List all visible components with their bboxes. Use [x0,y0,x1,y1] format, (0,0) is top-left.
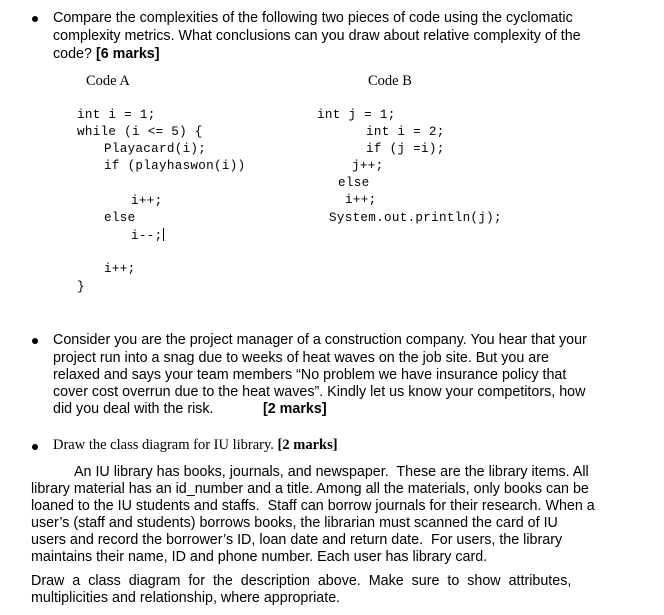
bullet-q2 [32,338,38,344]
code-b-line: if (j =i); [366,142,445,156]
q1-marks: [6 marks] [95,46,160,62]
q2-line-1: Consider you are the project manager of a construction company. You hear that your [53,332,587,348]
q2-line-3: relaxed and says your team members “No problem we have insurance policy that [53,367,567,383]
q3-para2-line: multiplicities and relationship, where appropriate. [31,590,341,606]
code-a-line: if (playhaswon(i)) [104,159,246,173]
q3-marks: [2 marks] [277,437,338,453]
code-a-line: i++; [104,262,136,276]
code-a-line: int i = 1; [77,108,156,122]
q1-line-3-text: code? [53,46,96,62]
q3-para1-line: user’s (staff and students) borrows books, the librarian must scanned the card of IU [31,515,558,531]
code-a-line [131,228,164,243]
q3-para1-line: users and record the borrower’s ID, loan date and return date. For users, the library [31,532,563,548]
code-b-line: j++; [352,159,384,173]
code-a-line: Playacard(i); [104,142,207,156]
q3-para1-line: loaned to the IU students and staffs. Staff can borrow journals for their research. When a [31,498,595,514]
code-b-line: int i = 2; [366,125,445,139]
q1-line-2: complexity metrics. What conclusions can you draw about relative complexity of the [53,28,581,44]
code-b-title: Code B [368,73,412,89]
q2-line-5: did you deal with the risk. [53,401,214,417]
text-cursor [163,228,164,241]
code-b-line: else [338,176,370,190]
code-a-line-text: i--; [131,229,163,243]
code-a-line: } [77,280,85,294]
q2-line-4: cover cost overrun due to the heat waves”. Kindly let us know your competitors, how [53,384,586,400]
code-b-line: System.out.println(j); [329,211,502,225]
code-b-line: i++; [345,193,377,207]
q3-para1-line: An IU library has books, journals, and newspaper. These are the library items. All [74,464,589,480]
code-b-line: int j = 1; [317,108,396,122]
code-a-line: while (i <= 5) { [77,125,203,139]
code-a-line: else [104,211,136,225]
code-a-title: Code A [86,73,130,89]
q3-para1-line: maintains their name, ID and phone number. Each user has library card. [31,549,488,565]
q1-line-3 [53,46,160,63]
bullet-q3 [32,444,38,450]
code-a-line: i++; [131,194,163,208]
q3-title-text: Draw the class diagram for IU library. [53,437,278,453]
q3-title [53,437,338,454]
q3-para1-line: library material has an id_number and a title. Among all the materials, only books can be [31,481,589,497]
q2-marks: [2 marks] [263,401,327,417]
q3-para2-line: Draw a class diagram for the description above. Make sure to show attributes, [31,573,572,589]
bullet-q1 [32,16,38,22]
q1-line-1: Compare the complexities of the following two pieces of code using the cyclomatic [53,10,573,26]
q2-line-2: project run into a snag due to weeks of heat waves on the job site. But you are [53,350,549,366]
